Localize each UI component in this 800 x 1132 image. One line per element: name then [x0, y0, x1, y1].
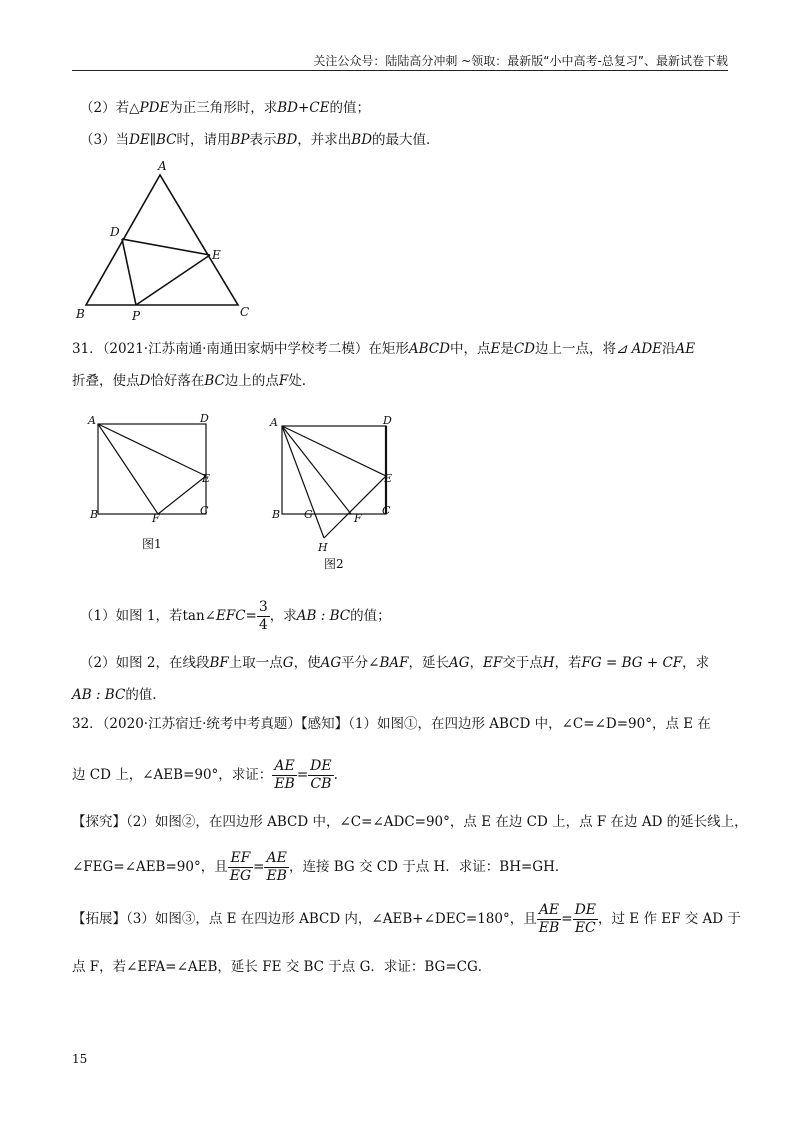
q30-part3-expr: DE∥BC — [129, 132, 177, 148]
q30-part2 — [80, 96, 370, 116]
q30-part3-bp: BP — [230, 132, 250, 148]
fig1-label-b: B — [90, 508, 99, 521]
label-b: B — [76, 307, 85, 321]
q32-extend-line2: 点 F，若∠EFA=∠AEB，延长 FE 交 BC 于点 G．求证：BG=CG． — [72, 959, 492, 975]
q31-cd: CD — [513, 341, 535, 357]
q31-f: F — [278, 373, 289, 389]
fig2-label-a: A — [270, 416, 278, 429]
q31-p1-efc: EFC — [215, 608, 246, 624]
label-p: P — [132, 309, 141, 323]
q30-part3-mid1: 时，请用 — [176, 132, 231, 148]
page-header: 关注公众号：陆陆高分冲刺 ~领取：最新版“小中高考-总复习”、最新试卷下载 — [313, 54, 728, 68]
q32-frac-de-ec: $\frac{DE}{EC}$ — [574, 902, 597, 936]
fig2-label-b: B — [272, 508, 281, 521]
q30-part2-post: 为正三角形时，求 — [169, 100, 278, 116]
fig2-label-e: E — [384, 472, 393, 485]
q30-part3-bd2: BD — [351, 132, 373, 148]
label-a: A — [158, 159, 167, 173]
q31-t4: 沿 — [662, 341, 676, 357]
q31-line1 — [72, 337, 695, 357]
q32-frac-ae-eb-2: $\frac{AE}{EB}$ — [266, 850, 287, 884]
q31-t3: 边上一点，将 — [534, 341, 616, 357]
q31-figure2 — [262, 410, 407, 575]
q31-p1-end: 的值； — [350, 608, 391, 624]
label-d: D — [110, 225, 120, 239]
q30-part3-mid3: ，并求出 — [297, 132, 352, 148]
q32-frac-ef-eg: $\frac{EF}{EG}$ — [229, 850, 252, 884]
fig1-caption: 图1 — [142, 537, 162, 551]
q31-t1: 中，点 — [449, 341, 491, 357]
segment-fe-fig1 — [158, 476, 206, 514]
q32-line2: 边 CD 上，∠AEB=90°，求证： $\frac{AE}{EB}$ = $\frac{DE}{CB}$ . — [72, 758, 338, 792]
fig2-label-g: G — [304, 508, 313, 521]
q31-p1-pre: （1）如图 1，若 — [80, 608, 183, 624]
rect-abcd-fig1 — [98, 424, 206, 514]
q31-ae: AE — [675, 341, 696, 357]
q31-t2: 是 — [500, 341, 514, 357]
q31-p1-fraction: $\frac{3}{4}$ — [258, 599, 268, 633]
q31-p1-eq: = — [245, 608, 257, 624]
q31-e: E — [490, 341, 501, 357]
q31-p1-tan: tan∠ — [182, 608, 216, 624]
segment-af-fig2 — [282, 426, 351, 514]
q30-part2-pre: （2）若△ — [80, 100, 140, 116]
q32-extend-line1: 【拓展】（3）如图③，点 E 在四边形 ABCD 内，∠AEB+∠DEC=180°，且 $\frac{AE}{EB}$ = $\frac{DE}{EC}$ ，过 E 作 EF 交 AD 于 — [72, 902, 741, 936]
q31-p1-ratio: AB : BC — [296, 608, 351, 624]
q30-triangle-figure — [70, 155, 270, 330]
q31-tri: ⊿ ADE — [615, 341, 663, 357]
q31-d: D — [139, 373, 151, 389]
q32-explore-line2: ∠FEG=∠AEB=90°，且 $\frac{EF}{EG}$ = $\frac{AE}{EB}$ ，连接 BG 交 CD 于点 H．求证：BH=GH． — [72, 850, 569, 884]
triangle-abc — [86, 175, 238, 305]
header-rule — [72, 70, 728, 71]
fig1-label-a: A — [88, 414, 96, 427]
fig2-caption: 图2 — [324, 557, 344, 571]
q31-line2 — [72, 369, 306, 389]
page-number: 15 — [72, 1052, 88, 1066]
fig1-label-c: C — [200, 504, 209, 517]
q32-line1: 32．（2020·江苏宿迁·统考中考真题）【感知】（1）如图①，在四边形 ABCD 中，∠C=∠D=90°，点 E 在 — [72, 716, 711, 732]
q32-frac-ae-eb: $\frac{AE}{EB}$ — [274, 758, 295, 792]
q30-part2-var: PDE — [139, 100, 170, 116]
q30-part3-pre: （3）当 — [80, 132, 130, 148]
fig2-label-c: C — [382, 504, 391, 517]
q32-frac-ae-eb-3: $\frac{AE}{EB}$ — [538, 902, 560, 936]
q31-abcd: ABCD — [408, 341, 450, 357]
segment-ae-fig1 — [98, 424, 206, 476]
q31-source: （2021·江苏南通·南通田家炳中学校考二模）在矩形 — [102, 341, 409, 357]
q30-part2-end: 的值； — [329, 100, 370, 116]
fig2-label-h: H — [318, 541, 328, 554]
q31-l2-end: 处. — [288, 373, 307, 389]
q31-l2-mid2: 边上的点 — [224, 373, 279, 389]
q32-frac-de-cb: $\frac{DE}{CB}$ — [310, 758, 332, 792]
q31-part2-line2: AB : BC的值. — [72, 687, 157, 703]
q30-part3-bd: BD — [276, 132, 298, 148]
segment-pe — [136, 255, 210, 305]
q31-part2: （2）如图 2，在线段BF上取一点G，使AG平分∠BAF，延长AG，EF交于点H，若FG = BG + CF，求 — [80, 655, 710, 671]
q31-bc: BC — [204, 373, 225, 389]
fig1-label-f: F — [152, 512, 160, 525]
segment-de — [122, 239, 210, 255]
q30-part3-mid2: 表示 — [249, 132, 277, 148]
q31-number: 31． — [72, 341, 103, 357]
fig1-label-e: E — [202, 472, 211, 485]
rect-abcd-fig2 — [282, 426, 386, 514]
q31-figure1 — [82, 410, 222, 555]
q31-part1 — [80, 596, 391, 636]
q31-l2-mid: 恰好落在 — [150, 373, 205, 389]
segment-af-fig1 — [98, 424, 158, 514]
fig1-label-d: D — [200, 412, 209, 425]
q31-l2-pre: 折叠，使点 — [72, 373, 140, 389]
q32-explore-line1: 【探究】（2）如图②，在四边形 ABCD 中，∠C=∠ADC=90°，点 E 在边 CD 上，点 F 在边 AD 的延长线上， — [72, 814, 748, 830]
label-c: C — [240, 305, 250, 319]
segment-dp — [122, 239, 136, 305]
fig2-label-d: D — [383, 414, 392, 427]
q31-p1-post: ，求 — [269, 608, 297, 624]
q30-part2-expr: BD+CE — [277, 100, 330, 116]
label-e: E — [212, 248, 221, 262]
segment-eh-fig2 — [324, 476, 386, 538]
q30-part3 — [80, 128, 440, 148]
fig2-label-f: F — [354, 512, 362, 525]
q30-part3-end: 的最大值． — [372, 132, 440, 148]
